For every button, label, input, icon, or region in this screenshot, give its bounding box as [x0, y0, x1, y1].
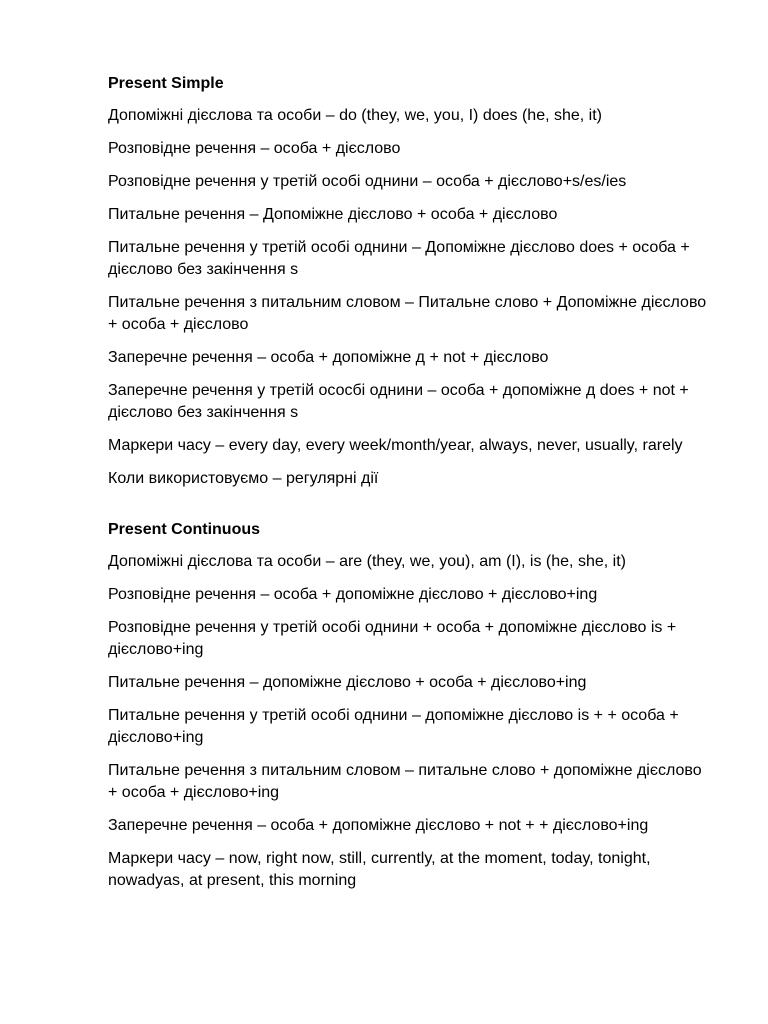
rule-line: Питальне речення з питальним словом – Питальне слово + Допоміжне дієслово + особа + дієслово [108, 294, 707, 333]
section-heading: Present Simple [108, 75, 224, 92]
rule-line: Заперечне речення у третій ососбі однини – особа + допоміжне д does + not + дієслово без закінчення s [108, 382, 689, 421]
rule-line: Коли використовуємо – регулярні дії [108, 470, 379, 487]
rule-line: Допоміжні дієслова та особи – are (they, we, you), am (I), is (he, she, it) [108, 553, 626, 570]
rule-line: Допоміжні дієслова та особи – do (they, we, you, I) does (he, she, it) [108, 107, 602, 124]
rule-line: Питальне речення у третій особі однини – Допоміжне дієслово does + особа + дієслово без закінчення s [108, 239, 690, 278]
rule-line: Розповідне речення у третій особі однини – особа + дієслово+s/es/ies [108, 173, 627, 190]
rule-line: Розповідне речення – особа + дієслово [108, 140, 401, 157]
rule-line: Питальне речення з питальним словом – питальне слово + допоміжне дієслово + особа + дієслово+ing [108, 762, 702, 801]
rule-line: Заперечне речення – особа + допоміжне д + not + дієслово [108, 349, 549, 366]
section-present-continuous [108, 520, 708, 892]
section-heading: Present Continuous [108, 521, 261, 538]
rule-line: Питальне речення у третій особі однини – допоміжне дієслово is + + особа + дієслово+ing [108, 707, 679, 746]
rule-line: Питальне речення – допоміжне дієслово + особа + дієслово+ing [108, 674, 587, 691]
rule-line: Питальне речення – Допоміжне дієслово + особа + дієслово [108, 206, 558, 223]
rule-line: Маркери часу – now, right now, still, currently, at the moment, today, tonight, nowadyas, at present, this morning [108, 850, 651, 889]
rule-line: Розповідне речення – особа + допоміжне дієслово + дієслово+ing [108, 586, 598, 603]
rule-line: Маркери часу – every day, every week/month/year, always, never, usually, rarely [108, 437, 683, 454]
section-present-simple [108, 74, 708, 490]
rule-line: Розповідне речення у третій особі однини + особа + допоміжне дієслово is + дієслово+ing [108, 619, 677, 658]
document-page [108, 74, 708, 903]
rule-line: Заперечне речення – особа + допоміжне дієслово + not + + дієслово+ing [108, 817, 649, 834]
